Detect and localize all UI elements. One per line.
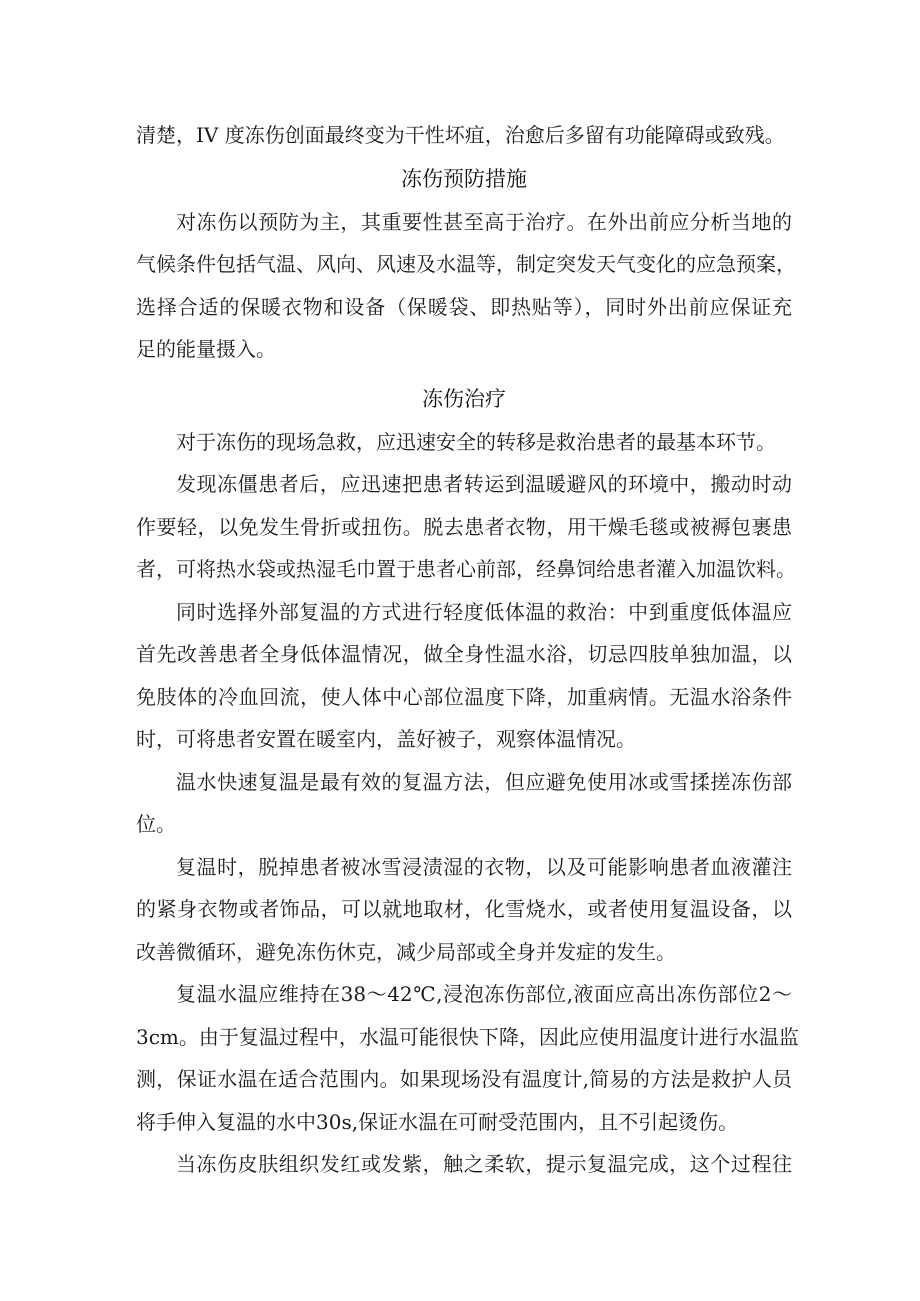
paragraph-line: 者，可将热水袋或热湿毛巾置于患者心前部，经鼻饲给患者灌入加温饮料。 (136, 557, 796, 581)
section-heading-prevention: 冻伤预防措施 (401, 166, 527, 191)
paragraph-treatment-2 (136, 463, 796, 591)
paragraph-treatment-6 (136, 973, 799, 1143)
paragraph-line: 将手伸入复温的水中30s,保证水温在可耐受范围内，且不引起烫伤。 (136, 1109, 739, 1134)
paragraph-line: 时，可将患者安置在暖室内，盖好被子，观察体温情况。 (136, 727, 636, 751)
paragraph-treatment-3 (136, 591, 792, 761)
document-body (136, 114, 799, 1186)
paragraph-line: 当冻伤皮肤组织发红或发紫，触之柔软，提示复温完成，这个过程往 (176, 1152, 792, 1176)
paragraph-line: 免肢体的冷血回流，使人体中心部位温度下降，加重病情。无温水浴条件 (136, 684, 792, 709)
paragraph-treatment-5 (136, 846, 792, 974)
paragraph-line: 首先改善患者全身低体温情况，做全身性温水浴，切忌四肢单独加温，以 (136, 642, 792, 666)
paragraph-line: 复温水温应维持在38～42℃,浸泡冻伤部位,液面应高出冻伤部位2～ (176, 982, 792, 1006)
paragraph-line: 测，保证水温在适合范围内。如果现场没有温度计,简易的方法是救护人员 (136, 1067, 792, 1091)
paragraph-line: 位。 (136, 812, 176, 836)
paragraph-line: 的紧身衣物或者饰品，可以就地取材，化雪烧水，或者使用复温设备，以 (136, 897, 792, 921)
paragraph-line: 改善微循环，避免冻伤休克，减少局部或全身并发症的发生。 (136, 939, 676, 964)
paragraph-treatment-1 (136, 421, 792, 464)
paragraph-line: 对于冻伤的现场急救，应迅速安全的转移是救治患者的最基本环节。 (176, 429, 776, 454)
paragraph-line: 同时选择外部复温的方式进行轻度低体温的救治：中到重度低体温应 (176, 599, 792, 624)
paragraph-line: 选择合适的保暖衣物和设备（保暖袋、即热贴等），同时外出前应保证充 (136, 294, 792, 319)
paragraph-line: 复温时，脱掉患者被冰雪浸渍湿的衣物，以及可能影响患者血液灌注 (176, 854, 792, 879)
paragraph-line: 3cm。由于复温过程中，水温可能很快下降，因此应使用温度计进行水温监 (136, 1024, 799, 1049)
paragraph-line: 发现冻僵患者后，应迅速把患者转运到温暖避风的环境中，搬动时动 (176, 472, 792, 496)
intro-line: 清楚，IV 度冻伤创面最终变为干性坏疽，治愈后多留有功能障碍或致残。 (136, 123, 785, 147)
paragraph-prevention (136, 201, 796, 371)
paragraph-treatment-7 (136, 1143, 792, 1186)
paragraph-line: 气候条件包括气温、风向、风速及水温等，制定突发天气变化的应急预案， (136, 252, 796, 276)
section-heading-treatment: 冻伤治疗 (422, 386, 506, 411)
paragraph-line: 对冻伤以预防为主，其重要性甚至高于治疗。在外出前应分析当地的 (176, 209, 792, 234)
paragraph-line: 作要轻，以免发生骨折或扭伤。脱去患者衣物，用干燥毛毯或被褥包裹患 (136, 514, 792, 539)
paragraph-line: 温水快速复温是最有效的复温方法，但应避免使用冰或雪揉搓冻伤部 (176, 769, 792, 794)
paragraph-line: 足的能量摄入。 (136, 337, 276, 361)
paragraph-treatment-4 (136, 761, 792, 846)
